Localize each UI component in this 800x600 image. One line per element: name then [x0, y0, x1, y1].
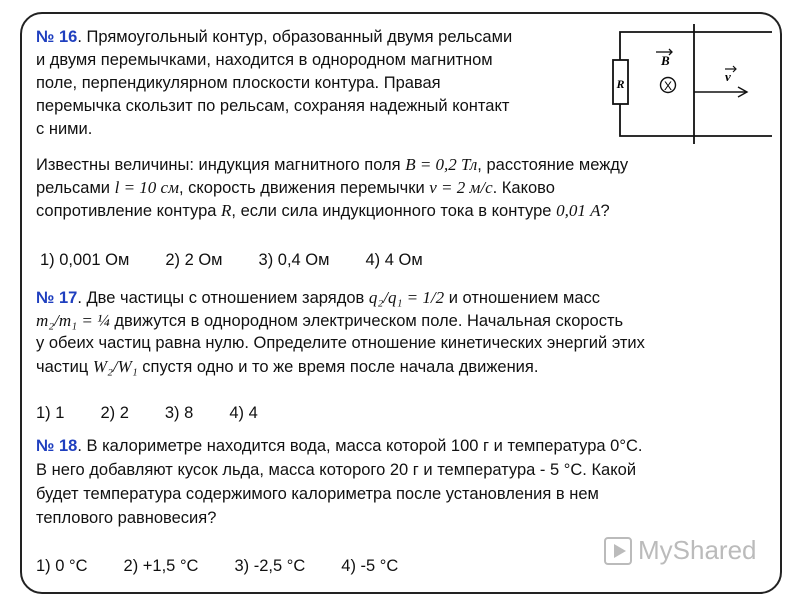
circuit-diagram [612, 24, 772, 144]
p18-line-1 [36, 436, 642, 457]
p16-k1c: , расстояние между [477, 156, 629, 174]
p16-known-1 [36, 154, 628, 176]
p16-answer-4[interactable]: 4) 4 Ом [365, 251, 423, 269]
p18-line-4: теплового равновесия? [36, 509, 217, 527]
p16-line-5: с ними. [36, 120, 93, 138]
p18-answer-3[interactable]: 3) -2,5 °С [234, 557, 306, 575]
p16-text-1: . Прямоугольный контур, образованный двумя рельсами [77, 28, 513, 46]
p16-answer-1[interactable]: 1) 0,001 Ом [40, 251, 130, 269]
p17-text-4c: спустя одно и то же время после начала движения. [137, 358, 539, 376]
p17-line-1 [36, 287, 600, 309]
p16-value-v: v = 2 м/с [429, 178, 493, 197]
p18-answers [36, 557, 434, 576]
p17-text-1a: . Две частицы с отношением зарядов [77, 289, 369, 307]
p18-line-3: будет температура содержимого калориметра после установления в нем [36, 485, 599, 503]
p17-answer-1[interactable]: 1) 1 [36, 404, 65, 422]
p18-answer-2[interactable]: 2) +1,5 °С [123, 557, 199, 575]
p17-answer-3[interactable]: 3) 8 [164, 404, 194, 422]
p16-value-B: B = 0,2 Тл [405, 155, 478, 174]
p17-answers [36, 404, 294, 423]
p16-number: № 16 [36, 28, 78, 46]
p16-answers [40, 251, 459, 270]
watermark [604, 535, 757, 566]
label-R: R [616, 77, 625, 91]
p17-line-3: у обеих частиц равна нулю. Определите отношение кинетических энергий этих [36, 334, 645, 352]
p16-value-I: 0,01 А [556, 201, 601, 220]
p17-energy-ratio: W₂/W₁ [92, 357, 138, 376]
p17-text-4a: частиц [36, 358, 93, 376]
p17-number: № 17 [36, 289, 78, 307]
p18-answer-1[interactable]: 1) 0 °С [36, 557, 88, 575]
p16-known-3 [36, 200, 610, 222]
p16-k3a: сопротивление контура [36, 202, 222, 220]
p16-line-1 [36, 27, 512, 48]
p17-text-2b: движутся в однородном электрическом поле. Начальная скорость [109, 312, 624, 330]
p17-charge-ratio: q₂/q₁ = 1/2 [368, 288, 445, 307]
p16-line-3: поле, перпендикулярном плоскости контура. Правая [36, 74, 441, 92]
p17-line-4 [36, 356, 538, 378]
p17-answer-2[interactable]: 2) 2 [100, 404, 129, 422]
p17-line-2 [36, 310, 623, 332]
label-X: X [663, 79, 673, 93]
label-v: v [725, 69, 731, 84]
p18-number: № 18 [36, 437, 78, 455]
p17-text-1c: и отношением масс [444, 289, 601, 307]
p17-mass-ratio: m₂/m₁ = ¼ [36, 311, 110, 330]
p16-answer-3[interactable]: 3) 0,4 Ом [258, 251, 330, 269]
watermark-text: MyShared [638, 535, 757, 565]
watermark-play-icon [604, 537, 632, 565]
p16-known-2 [36, 177, 555, 199]
p18-answer-4[interactable]: 4) -5 °С [341, 557, 399, 575]
p16-value-l: l = 10 см [114, 178, 179, 197]
p17-answer-4[interactable]: 4) 4 [229, 404, 258, 422]
p16-value-R: R [221, 201, 232, 220]
p16-line-4: перемычка скользит по рельсам, сохраняя надежный контакт [36, 97, 510, 115]
p16-k3e: ? [600, 202, 610, 220]
p16-k1a: Известны величины: индукция магнитного поля [36, 156, 406, 174]
p16-k2e: . Каково [492, 179, 555, 197]
label-B: B [661, 53, 670, 68]
p18-line-2: В него добавляют кусок льда, масса которого 20 г и температура - 5 °С. Какой [36, 461, 637, 479]
p16-answer-2[interactable]: 2) 2 Ом [165, 251, 223, 269]
p16-k2c: , скорость движения перемычки [178, 179, 430, 197]
p16-line-2: и двумя перемычками, находится в однородном магнитном [36, 51, 493, 69]
p18-text-1: . В калориметре находится вода, масса которой 100 г и температура 0°С. [77, 437, 643, 455]
p16-k3c: , если сила индукционного тока в контуре [231, 202, 557, 220]
p16-k2a: рельсами [36, 179, 115, 197]
